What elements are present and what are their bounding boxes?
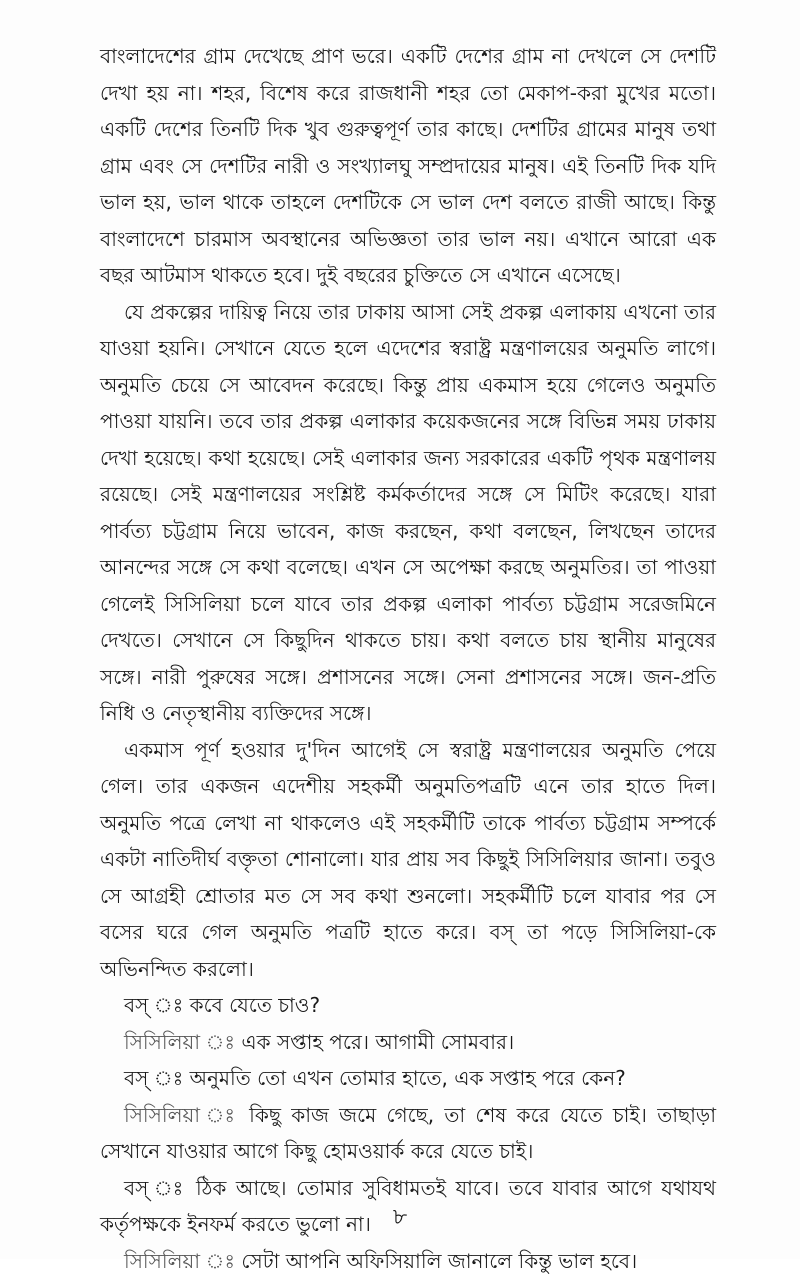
dialogue-speaker: সিসিলিয়া ঃ xyxy=(124,1030,235,1054)
dialogue-speaker: বস্ ঃ xyxy=(124,1176,186,1200)
dialogue-text: ঠিক আছে। তোমার সুবিধামতই যাবে। তবে যাবার আগে যথাযথ কর্তৃপক্ষকে ইনফর্ম করতে ভুলো না। xyxy=(100,1176,716,1237)
dialogue-text: এক সপ্তাহ পরে। আগামী সোমবার। xyxy=(241,1030,514,1054)
dialogue-speaker: সিসিলিয়া ঃ xyxy=(124,1103,239,1127)
dialogue-speaker: বস্ ঃ xyxy=(124,993,183,1017)
body-text xyxy=(100,38,716,1279)
dialogue-line-2 xyxy=(100,1024,716,1061)
dialogue-text: সেটা আপনি অফিসিয়ালি জানালে কিন্তু ভাল হবে। xyxy=(241,1249,637,1273)
dialogue-speaker: বস্ ঃ xyxy=(124,1066,183,1090)
dialogue-line-4 xyxy=(100,1097,716,1170)
page-number: ৮ xyxy=(0,1200,800,1237)
paragraph-2: যে প্রকল্পের দায়িত্ব নিয়ে তার ঢাকায় আসা সেই প্রকল্প এলাকায় এখনো তার যাওয়া হয়নি। সেখানে যেতে হলে এদেশের স্বরাষ্ট্র মন্ত্রণালয়ের অনুমতি লাগে। অনুমতি চেয়ে সে আবেদন করেছে। কিন্তু প্রায় একমাস হয়ে গেলেও অনুমতি পাওয়া যায়নি। তবে তার প্রকল্প এলাকার কয়েকজনের সঙ্গে বিভিন্ন সময় ঢাকায় দেখা হয়েছে। কথা হয়েছে। সেই এলাকার জন্য সরকারের একটি পৃথক মন্ত্রণালয় রয়েছে। সেই মন্ত্রণালয়ের সংশ্লিষ্ট কর্মকর্তাদের সঙ্গে সে মিটিং করেছে। যারা পার্বত্য চট্টগ্রাম নিয়ে ভাবেন, কাজ করছেন, কথা বলছেন, লিখছেন তাদের আনন্দের সঙ্গে সে কথা বলেছে। এখন সে অপেক্ষা করছে অনুমতির। তা পাওয়া গেলেই সিসিলিয়া চলে যাবে তার প্রকল্প এলাকা পার্বত্য চট্টগ্রাম সরেজমিনে দেখতে। সেখানে সে কিছুদিন থাকতে চায়। কথা বলতে চায় স্থানীয় মানুষের সঙ্গে। নারী পুরুষের সঙ্গে। প্রশাসনের সঙ্গে। সেনা প্রশাসনের সঙ্গে। জন-প্রতি নিধি ও নেতৃস্থানীয় ব্যক্তিদের সঙ্গে। xyxy=(100,294,716,732)
dialogue-speaker: সিসিলিয়া ঃ xyxy=(124,1249,235,1273)
paragraph-3: একমাস পূর্ণ হওয়ার দু'দিন আগেই সে স্বরাষ্ট্র মন্ত্রণালয়ের অনুমতি পেয়ে গেল। তার একজন এদেশীয় সহকর্মী অনুমতিপত্রটি এনে তার হাতে দিল। অনুমতি পত্রে লেখা না থাকলেও এই সহকর্মীটি তাকে পার্বত্য চট্টগ্রাম সম্পর্কে একটা নাতিদীর্ঘ বক্তৃতা শোনালো। যার প্রায় সব কিছুই সিসিলিয়ার জানা। তবুও সে আগ্রহী শ্রোতার মত সে সব কথা শুনলো। সহকর্মীটি চলে যাবার পর সে বসের ঘরে গেল অনুমতি পত্রটি হাতে করে। বস্ তা পড়ে সিসিলিয়া-কে অভিনন্দিত করলো। xyxy=(100,732,716,988)
dialogue-text: কিছু কাজ জমে গেছে, তা শেষ করে যেতে চাই। তাছাড়া সেখানে যাওয়ার আগে কিছু হোমওয়ার্ক করে যেতে চাই। xyxy=(100,1103,716,1164)
dialogue-line-3 xyxy=(100,1060,716,1097)
paragraph-1: বাংলাদেশের গ্রাম দেখেছে প্রাণ ভরে। একটি দেশের গ্রাম না দেখলে সে দেশটি দেখা হয় না। শহর, বিশেষ করে রাজধানী শহর তো মেকাপ-করা মুখের মতো। একটি দেশের তিনটি দিক খুব গুরুত্বপূর্ণ তার কাছে। দেশটির গ্রামের মানুষ তথা গ্রাম এবং সে দেশটির নারী ও সংখ্যালঘু সম্প্রদায়ের মানুষ। এই তিনটি দিক যদি ভাল হয়, ভাল থাকে তাহলে দেশটিকে সে ভাল দেশ বলতে রাজী আছে। কিন্তু বাংলাদেশে চারমাস অবস্থানের অভিজ্ঞতা তার ভাল নয়। এখানে আরো এক বছর আটমাস থাকতে হবে। দুই বছরের চুক্তিতে সে এখানে এসেছে। xyxy=(100,38,716,294)
dialogue-line-1 xyxy=(100,987,716,1024)
dialogue-line-6 xyxy=(100,1243,716,1279)
dialogue-text: কবে যেতে চাও? xyxy=(190,993,320,1017)
dialogue-text: অনুমতি তো এখন তোমার হাতে, এক সপ্তাহ পরে কেন? xyxy=(190,1066,626,1090)
